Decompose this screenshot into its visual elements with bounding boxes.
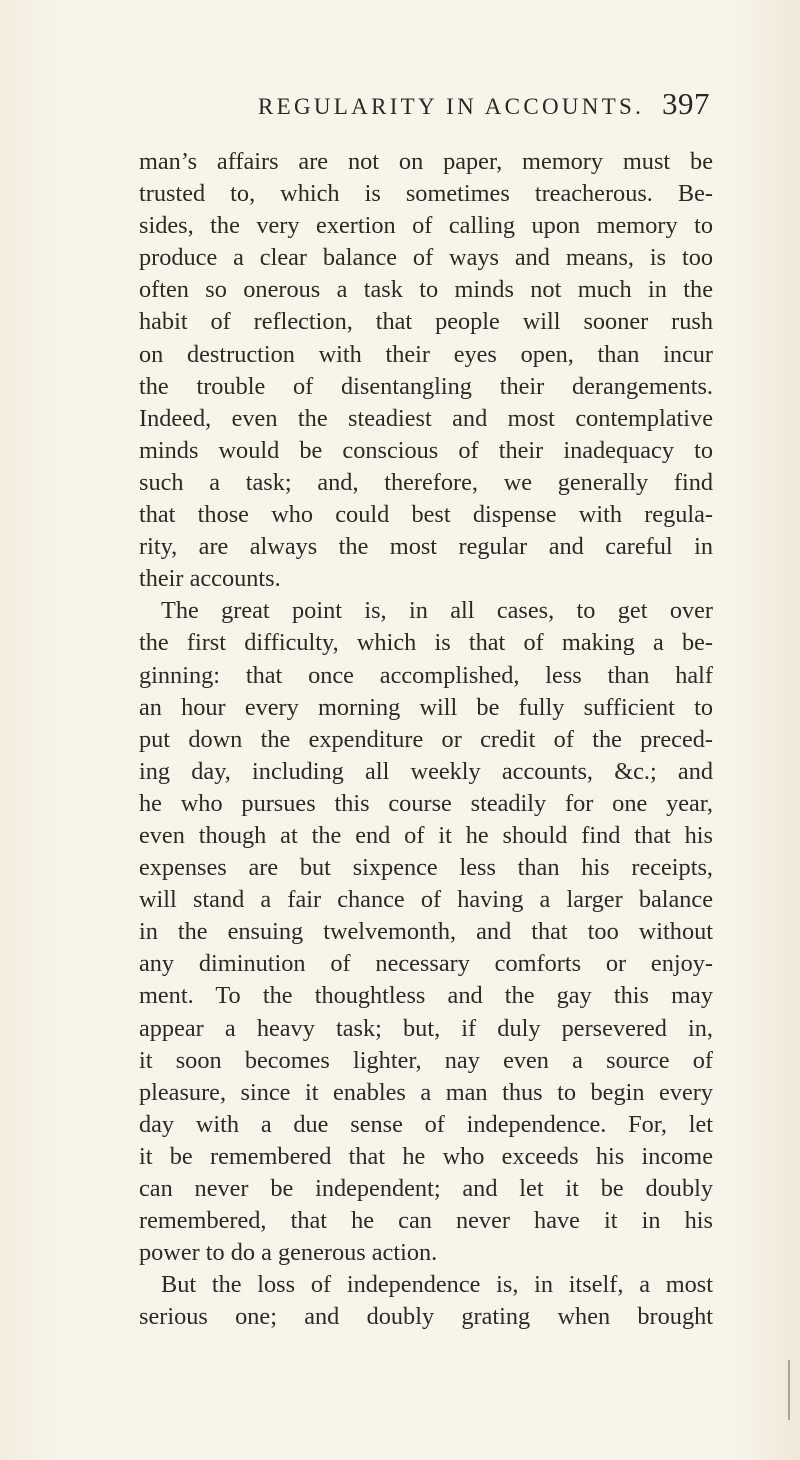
text-line: ing day, including all weekly accounts, &c.; and: [139, 757, 713, 785]
page-edge-mark: [788, 1360, 790, 1420]
text-line: an hour every morning will be fully sufficient to: [139, 693, 713, 721]
text-line: ginning: that once accomplished, less than half: [139, 661, 713, 689]
page-number: 397: [662, 86, 710, 121]
text-line: serious one; and doubly grating when brought: [139, 1303, 713, 1331]
text-line: expenses are but sixpence less than his receipts,: [139, 854, 713, 882]
text-line: minds would be conscious of their inadequacy to: [139, 436, 713, 464]
text-line: sides, the very exertion of calling upon memory to: [139, 212, 713, 240]
text-line: man’s affairs are not on paper, memory must be: [139, 148, 713, 175]
text-line: the first difficulty, which is that of making a be-: [139, 629, 713, 657]
paragraph-first-line: But the loss of independence is, in itself, a most: [161, 1271, 713, 1299]
text-line: will stand a fair chance of having a larger balance: [139, 886, 713, 914]
text-line: produce a clear balance of ways and means, is too: [139, 244, 713, 272]
paragraph-last-line: power to do a generous action.: [139, 1239, 438, 1267]
text-line: pleasure, since it enables a man thus to begin every: [139, 1078, 713, 1106]
text-line: trusted to, which is sometimes treacherous. Be-: [139, 180, 713, 208]
text-line: put down the expenditure or credit of the preced-: [139, 725, 713, 753]
text-line: habit of reflection, that people will sooner rush: [139, 308, 713, 336]
paragraph-first-line: The great point is, in all cases, to get over: [161, 597, 713, 625]
text-line: ment. To the thoughtless and the gay this may: [139, 982, 713, 1010]
text-line: such a task; and, therefore, we generally find: [139, 468, 713, 496]
text-line: can never be independent; and let it be doubly: [139, 1175, 713, 1202]
text-line: that those who could best dispense with regula-: [139, 501, 713, 529]
text-line: remembered, that he can never have it in his: [139, 1207, 713, 1235]
text-line: any diminution of necessary comforts or enjoy-: [139, 950, 713, 978]
text-line: day with a due sense of independence. For, let: [139, 1110, 713, 1138]
text-line: on destruction with their eyes open, than incur: [139, 340, 713, 368]
text-line: it be remembered that he who exceeds his income: [139, 1142, 713, 1170]
text-line: it soon becomes lighter, nay even a source of: [139, 1046, 713, 1074]
running-head: REGULARITY IN ACCOUNTS.: [258, 94, 645, 119]
text-line: even though at the end of it he should find that his: [139, 821, 713, 849]
body-text: [139, 146, 713, 1333]
paragraph-last-line: their accounts.: [139, 565, 281, 593]
text-line: the trouble of disentangling their derangements.: [139, 372, 713, 400]
text-line: often so onerous a task to minds not much in the: [139, 276, 713, 304]
text-line: in the ensuing twelvemonth, and that too without: [139, 918, 713, 946]
text-line: Indeed, even the steadiest and most contemplative: [139, 404, 713, 432]
text-line: appear a heavy task; but, if duly persevered in,: [139, 1014, 713, 1042]
text-line: he who pursues this course steadily for one year,: [139, 789, 713, 817]
page-header: [258, 86, 710, 126]
text-line: rity, are always the most regular and careful in: [139, 533, 713, 561]
